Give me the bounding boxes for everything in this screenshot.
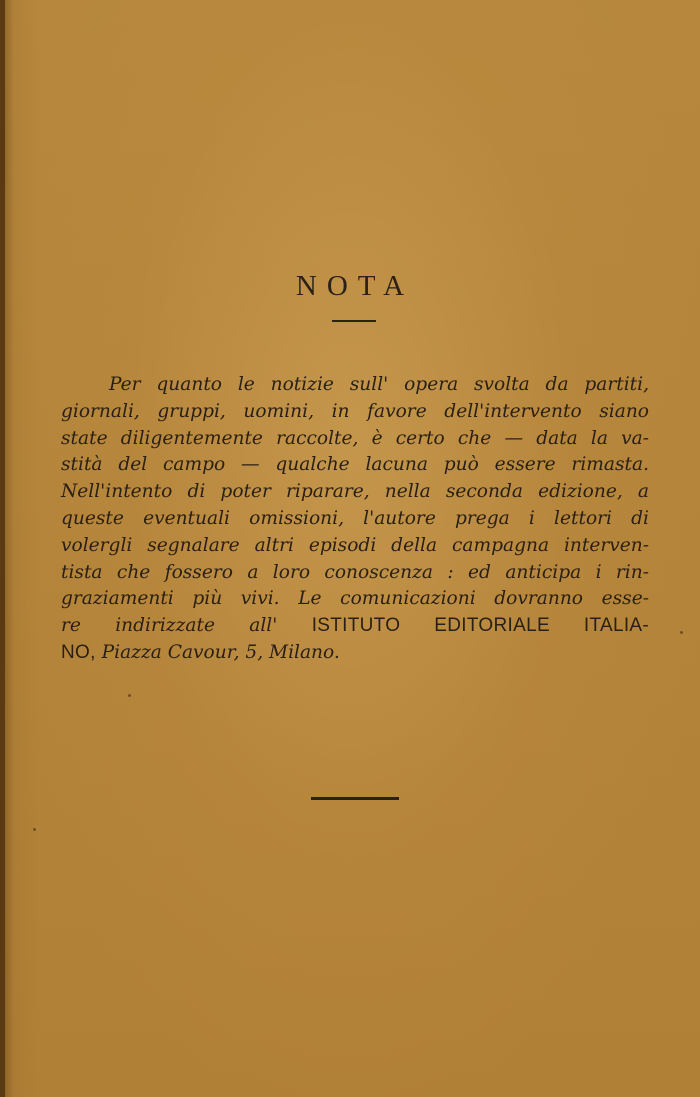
closing-rule bbox=[311, 797, 399, 800]
paper-speck bbox=[128, 694, 131, 697]
paper-speck bbox=[680, 631, 683, 634]
publisher-name-end: NO, bbox=[61, 641, 96, 663]
paragraph-line: Per quanto le notizie sull' opera svolta da partiti, bbox=[109, 374, 649, 395]
paragraph-line: stità del campo — qualche lacuna può essere rimasta. bbox=[61, 454, 649, 476]
address-prefix-text: re indirizzate all' bbox=[61, 615, 278, 637]
publisher-address: Piazza Cavour, 5, Milano. bbox=[101, 641, 340, 663]
paragraph-line: Nell'intento di poter riparare, nella seconda edizione, a bbox=[61, 481, 649, 503]
paragraph-line: queste eventuali omissioni, l'autore prega i lettori di bbox=[61, 507, 649, 529]
paragraph-line: state diligentemente raccolte, è certo che — data la va- bbox=[61, 427, 649, 449]
page-title: NOTA bbox=[295, 270, 415, 302]
paragraph-line: graziamenti più vivi. Le comunicazioni dovranno esse- bbox=[61, 588, 649, 610]
paragraph-line-publisher bbox=[61, 613, 649, 640]
paragraph-line: giornali, gruppi, uomini, in favore dell'intervento siano bbox=[61, 400, 649, 422]
note-paragraph bbox=[61, 372, 649, 667]
page-spine-edge bbox=[0, 0, 5, 1097]
paragraph-line: volergli segnalare altri episodi della campagna interven- bbox=[61, 534, 649, 556]
paper-speck bbox=[33, 828, 36, 831]
title-underline-rule bbox=[332, 320, 376, 322]
publisher-name: ISTITUTO EDITORIALE ITALIA- bbox=[311, 615, 649, 637]
paragraph-line-address bbox=[61, 640, 649, 667]
paragraph-line: tista che fossero a loro conoscenza : ed anticipa i rin- bbox=[61, 561, 649, 583]
